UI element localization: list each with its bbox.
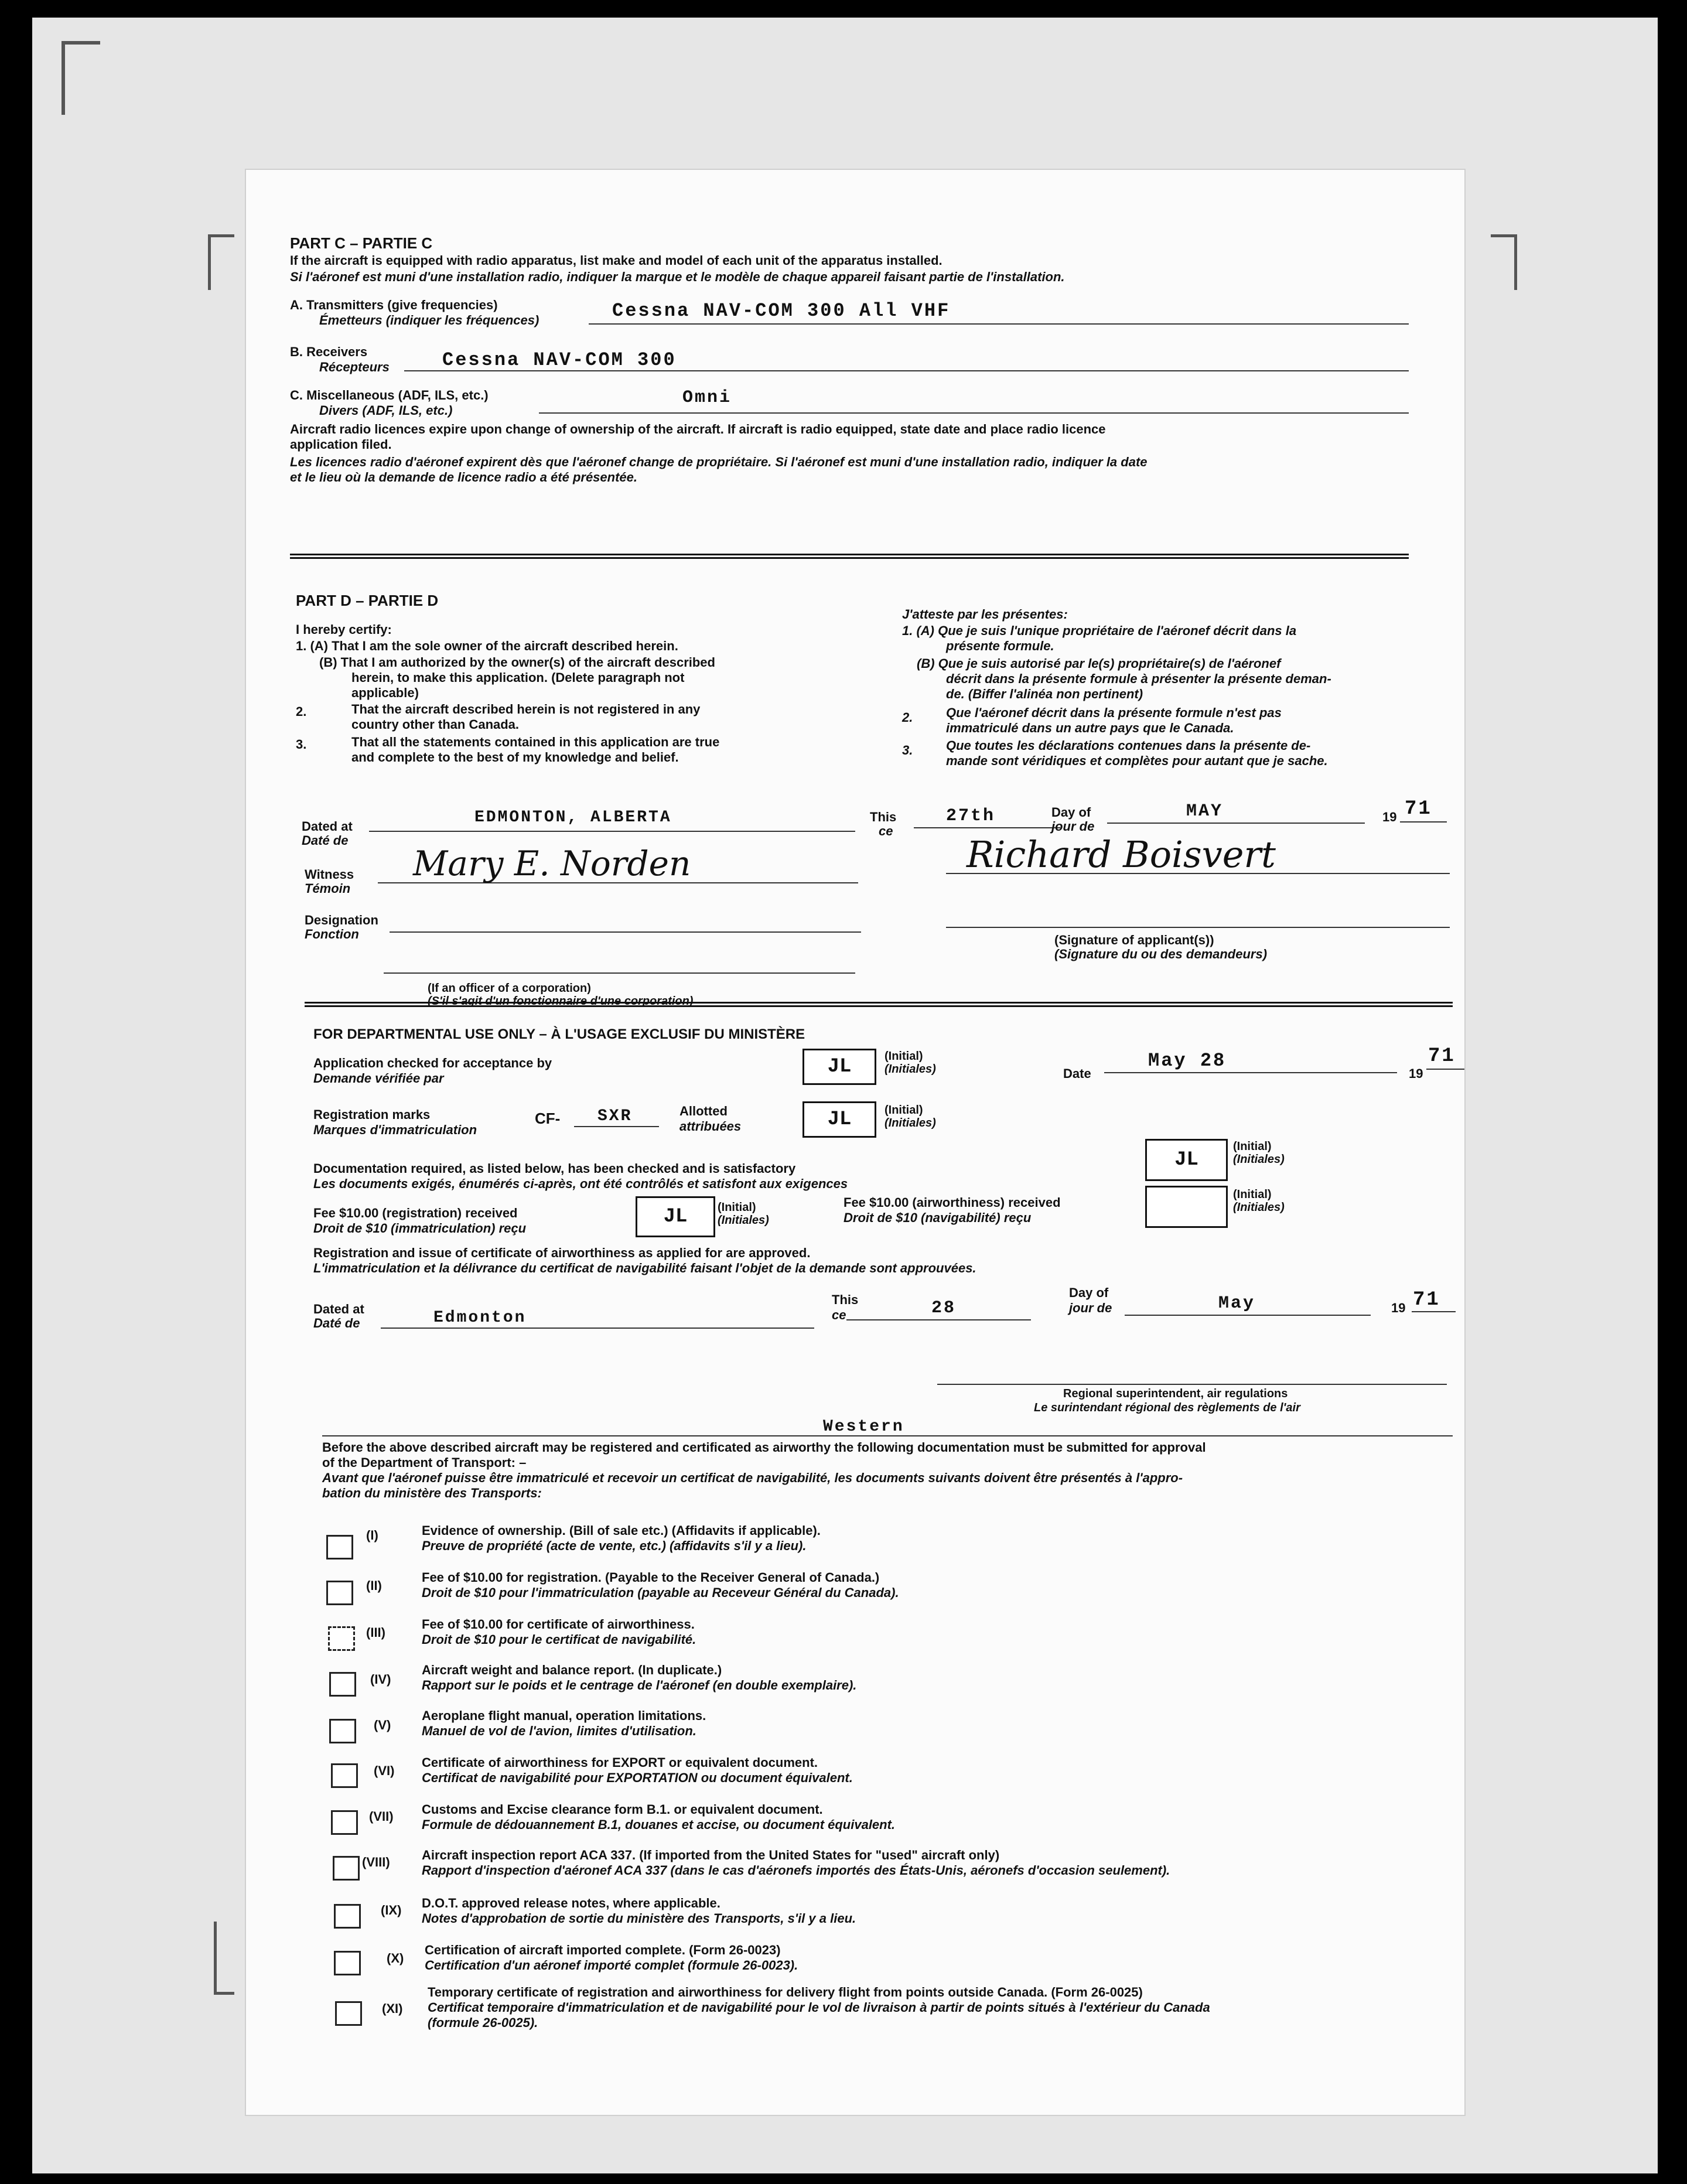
cf-prefix: CF- <box>535 1110 561 1127</box>
doc-item-fr-9: Notes d'approbation de sortie du ministère des Transports, s'il y a lieu. <box>422 1911 856 1926</box>
doc-initial-fr: (Initiales) <box>1233 1153 1285 1166</box>
fr-3-num: 3. <box>902 743 913 757</box>
doc-checkbox-11[interactable] <box>335 2001 362 2026</box>
transmitters-line <box>589 323 1409 325</box>
crop-mark-left <box>208 234 234 290</box>
designation-label-en: Designation <box>305 913 378 927</box>
dept-year-value: 71 <box>1413 1289 1440 1311</box>
date-value: May 28 <box>1148 1050 1227 1071</box>
misc-label-fr: Divers (ADF, ILS, etc.) <box>319 403 453 418</box>
doc-item-fr-7: Formule de dédouannement B.1, douanes et accise, ou document équivalent. <box>422 1817 896 1832</box>
fr-1a-1: 1. (A) Que je suis l'unique propriétaire de l'aéronef décrit dans la <box>902 623 1297 638</box>
reg-line <box>574 1126 659 1127</box>
approved-en: Registration and issue of certificate of airworthiness as applied for are approved. <box>313 1245 811 1260</box>
doc-item-en-7: Customs and Excise clearance form B.1. or equivalent document. <box>422 1802 823 1817</box>
checked-label-en: Application checked for acceptance by <box>313 1056 552 1070</box>
en-2-num: 2. <box>296 704 307 719</box>
en-1b-2: herein, to make this application. (Delete paragraph not <box>351 670 685 685</box>
regional-en: Regional superintendent, air regulations <box>1063 1387 1288 1400</box>
allotted-initial-en: (Initial) <box>885 1104 923 1117</box>
date-label: Date <box>1063 1066 1091 1081</box>
allotted-label-en: Allotted <box>679 1104 728 1118</box>
day-of-label-en: Day of <box>1051 805 1091 820</box>
dept-day-of-label-fr: jour de <box>1069 1301 1112 1315</box>
fee-air-label-en: Fee $10.00 (airworthiness) received <box>844 1195 1061 1210</box>
witness-signature: Mary E. Norden <box>413 844 691 883</box>
checked-initials-box: JL <box>802 1049 876 1085</box>
fr-2-num: 2. <box>902 710 913 725</box>
fee-air-initial-en: (Initial) <box>1233 1188 1272 1201</box>
witness-label-en: Witness <box>305 867 354 882</box>
licence-en-1: Aircraft radio licences expire upon change of ownership of the aircraft. If aircraft is radio equipped, state date and place radio licence <box>290 422 1106 436</box>
doc-item-fr-4: Rapport sur le poids et le centrage de l'aéronef (en double exemplaire). <box>422 1678 857 1692</box>
approved-fr: L'immatriculation et la délivrance du certificat de navigabilité faisant l'objet de la demande sont approuvées. <box>313 1261 976 1275</box>
this-label-en: This <box>870 810 897 824</box>
dept-this-label-fr: ce <box>832 1308 846 1322</box>
dept-year-prefix: 19 <box>1391 1301 1406 1315</box>
allotted-initials-box: JL <box>802 1101 876 1138</box>
dept-this-value: 28 <box>931 1298 957 1318</box>
licence-fr-1: Les licences radio d'aéronef expirent dès que l'aéronef change de propriétaire. Si l'aéronef est muni d'une installation radio, indiquer la date <box>290 455 1148 469</box>
dept-dated-at-label-en: Dated at <box>313 1302 364 1316</box>
part-c-intro-en: If the aircraft is equipped with radio apparatus, list make and model of each unit of the apparatus installed. <box>290 253 942 268</box>
receivers-label-en: B. Receivers <box>290 344 368 359</box>
checked-label-fr: Demande vérifiée par <box>313 1071 444 1086</box>
receivers-value: Cessna NAV-COM 300 <box>442 349 677 371</box>
fee-reg-initials-box: JL <box>636 1196 715 1237</box>
doc-required-initials-box: JL <box>1145 1139 1228 1181</box>
this-value: 27th <box>946 806 996 826</box>
dated-at-value: EDMONTON, ALBERTA <box>474 808 672 827</box>
officer-line <box>384 972 855 974</box>
doc-item-fr-3: Droit de $10 pour le certificat de navigabilité. <box>422 1632 696 1647</box>
month-value: MAY <box>1186 801 1224 821</box>
fee-reg-initial-en: (Initial) <box>718 1201 756 1214</box>
dept-month-line <box>1125 1315 1371 1316</box>
sig-caption-fr: (Signature du ou des demandeurs) <box>1054 947 1268 961</box>
dated-at-line <box>369 831 855 832</box>
doc-checkbox-6[interactable] <box>331 1763 358 1788</box>
checked-initial-fr: (Initiales) <box>885 1063 936 1076</box>
doc-item-num-4: (IV) <box>370 1672 391 1687</box>
transmitters-label-en: A. Transmitters (give frequencies) <box>290 298 498 312</box>
docs-intro-en-1: Before the above described aircraft may be registered and certificated as airworthy the following documentation must be submitted for approval <box>322 1440 1206 1455</box>
doc-checkbox-8[interactable] <box>333 1856 360 1881</box>
date-year-value: 71 <box>1428 1045 1456 1067</box>
doc-item-fr-5: Manuel de vol de l'avion, limites d'utilisation. <box>422 1724 696 1738</box>
dept-year-line <box>1412 1311 1456 1312</box>
en-3-num: 3. <box>296 737 307 752</box>
doc-item-en-9: D.O.T. approved release notes, where applicable. <box>422 1896 720 1910</box>
doc-item-en-1: Evidence of ownership. (Bill of sale etc.) (Affidavits if applicable). <box>422 1523 821 1538</box>
date-year-prefix: 19 <box>1409 1066 1423 1081</box>
dated-at-label-fr: Daté de <box>302 833 349 848</box>
doc-item-num-5: (V) <box>374 1718 391 1732</box>
year-line <box>1400 821 1447 823</box>
doc-item-num-6: (VI) <box>374 1763 395 1778</box>
crop-mark-right <box>1491 234 1517 290</box>
reg-marks-label-en: Registration marks <box>313 1107 431 1122</box>
doc-item-num-8: (VIII) <box>362 1855 390 1869</box>
docs-intro-en-2: of the Department of Transport: – <box>322 1455 527 1470</box>
this-line <box>914 827 1060 828</box>
doc-item-en-11: Temporary certificate of registration and airworthiness for delivery flight from points outside Canada. (Form 26-0025) <box>428 1985 1143 1999</box>
doc-item-num-7: (VII) <box>369 1809 394 1824</box>
doc-item-fr-11: Certificat temporaire d'immatriculation et de navigabilité pour le vol de livraison à partir de points situés à l'extérieur du Canada <box>428 2000 1210 2015</box>
dept-month-value: May <box>1218 1294 1256 1313</box>
this-label-fr: ce <box>879 824 893 838</box>
en-1a: 1. (A) That I am the sole owner of the aircraft described herein. <box>296 639 678 653</box>
day-of-label-fr: jour de <box>1051 819 1095 834</box>
transmitters-label-fr: Émetteurs (indiquer les fréquences) <box>319 313 539 327</box>
fr-1b-1: (B) Que je suis autorisé par le(s) propriétaire(s) de l'aéronef <box>917 656 1281 671</box>
doc-item-num-10: (X) <box>387 1951 404 1965</box>
receivers-label-fr: Récepteurs <box>319 360 390 374</box>
allotted-initial-fr: (Initiales) <box>885 1117 936 1129</box>
doc-checkbox-7[interactable] <box>331 1810 358 1835</box>
doc-item-fr-8: Rapport d'inspection d'aéronef ACA 337 (dans le cas d'aéronefs importés des États-Unis, aéronefs d'occasion seulement). <box>422 1863 1170 1878</box>
divider-part-d <box>290 554 1409 559</box>
doc-initial-en: (Initial) <box>1233 1140 1272 1153</box>
doc-item-num-3: (III) <box>366 1625 385 1640</box>
misc-line <box>539 412 1409 414</box>
doc-item-en-4: Aircraft weight and balance report. (In duplicate.) <box>422 1663 722 1677</box>
crop-mark-top-left <box>62 41 100 115</box>
licence-en-2: application filed. <box>290 437 392 452</box>
docs-intro-fr-1: Avant que l'aéronef puisse être immatriculé et recevoir un certificat de navigabilité, les documents suivants doivent être présentés à l'appro- <box>322 1470 1183 1485</box>
fr-1b-3: de. (Biffer l'alinéa non pertinent) <box>946 687 1143 701</box>
en-2-2: country other than Canada. <box>351 717 520 732</box>
misc-value: Omni <box>682 388 732 408</box>
designation-label-fr: Fonction <box>305 927 359 941</box>
fr-1a-2: présente formule. <box>946 639 1054 653</box>
part-c-heading: PART C – PARTIE C <box>290 234 433 252</box>
applicant-signature: Richard Boisvert <box>967 833 1276 876</box>
date-line <box>1104 1072 1397 1073</box>
fr-3-2: mande sont véridiques et complètes pour autant que je sache. <box>946 753 1328 768</box>
doc-required-en: Documentation required, as listed below, has been checked and is satisfactory <box>313 1161 796 1176</box>
part-c-intro-fr: Si l'aéronef est muni d'une installation radio, indiquer la marque et le modèle de chaque appareil faisant partie de l'installation. <box>290 269 1065 284</box>
doc-item-en-10: Certification of aircraft imported complete. (Form 26-0023) <box>425 1943 781 1957</box>
doc-checkbox-1[interactable] <box>326 1535 353 1559</box>
doc-required-fr: Les documents exigés, énumérés ci-après, ont été contrôlés et satisfont aux exigences <box>313 1176 848 1191</box>
reg-marks-label-fr: Marques d'immatriculation <box>313 1122 477 1137</box>
doc-item-en-2: Fee of $10.00 for registration. (Payable to the Receiver General of Canada.) <box>422 1570 880 1585</box>
doc-item-num-2: (II) <box>366 1578 382 1593</box>
doc-item-en-6: Certificate of airworthiness for EXPORT or equivalent document. <box>422 1755 818 1770</box>
en-2-1: That the aircraft described herein is not registered in any <box>351 702 701 716</box>
doc-item-fr-10: Certification d'un aéronef importé complet (formule 26-0023). <box>425 1958 798 1973</box>
doc-item-en-3: Fee of $10.00 for certificate of airworthiness. <box>422 1617 695 1632</box>
certify-fr: J'atteste par les présentes: <box>902 607 1068 622</box>
fr-3-1: Que toutes les déclarations contenues dans la présente de- <box>946 738 1311 753</box>
divider-dept <box>305 1002 1453 1007</box>
dept-this-line <box>846 1319 1031 1320</box>
doc-item-fr-2: Droit de $10 pour l'immatriculation (payable au Receveur Général du Canada). <box>422 1585 899 1600</box>
doc-item-fr-1: Preuve de propriété (acte de vente, etc.) (affidavits s'il y a lieu). <box>422 1538 807 1553</box>
dept-this-label-en: This <box>832 1292 859 1307</box>
dated-at-label-en: Dated at <box>302 819 353 834</box>
dept-dated-at-label-fr: Daté de <box>313 1316 360 1330</box>
doc-checkbox-4[interactable] <box>329 1672 356 1697</box>
doc-checkbox-3[interactable] <box>328 1626 355 1651</box>
fr-1b-2: décrit dans la présente formule à présenter la présente deman- <box>946 671 1331 686</box>
fee-reg-label-en: Fee $10.00 (registration) received <box>313 1206 518 1220</box>
doc-item-en-8: Aircraft inspection report ACA 337. (If imported from the United States for "used" aircraft only) <box>422 1848 1000 1862</box>
designation-line <box>390 931 861 933</box>
doc-checkbox-10[interactable] <box>334 1951 361 1975</box>
fr-2-1: Que l'aéronef décrit dans la présente formule n'est pas <box>946 705 1282 720</box>
officer-en: (If an officer of a corporation) <box>428 982 591 995</box>
doc-checkbox-2[interactable] <box>326 1581 353 1605</box>
officer-fr: (S'il s'agit d'un fonctionnaire d'une corporation) <box>428 995 694 1008</box>
en-3-2: and complete to the best of my knowledge and belief. <box>351 750 679 765</box>
misc-label-en: C. Miscellaneous (ADF, ILS, etc.) <box>290 388 489 402</box>
year-value: 71 <box>1405 798 1432 820</box>
en-1b-1: (B) That I am authorized by the owner(s) of the aircraft described <box>319 655 715 670</box>
applicant-signature-line-2 <box>946 927 1450 928</box>
part-d-heading: PART D – PARTIE D <box>296 592 439 609</box>
doc-item-en-5: Aeroplane flight manual, operation limitations. <box>422 1708 706 1723</box>
crop-mark-bottom-left <box>214 1922 234 1995</box>
doc-item-num-11: (XI) <box>382 2001 403 2016</box>
form-page <box>246 170 1464 2115</box>
fee-air-initial-fr: (Initiales) <box>1233 1201 1285 1214</box>
certify-en: I hereby certify: <box>296 622 392 637</box>
doc-item-fr-6: Certificat de navigabilité pour EXPORTATION ou document équivalent. <box>422 1770 853 1785</box>
doc-item-num-1: (I) <box>366 1528 378 1543</box>
checked-initial-en: (Initial) <box>885 1050 923 1063</box>
witness-label-fr: Témoin <box>305 881 351 896</box>
fee-air-initials-box <box>1145 1186 1228 1228</box>
fee-reg-initial-fr: (Initiales) <box>718 1214 769 1227</box>
regional-fr: Le surintendant régional des règlements de l'air <box>1034 1401 1300 1414</box>
dept-heading: FOR DEPARTMENTAL USE ONLY – À L'USAGE EXCLUSIF DU MINISTÈRE <box>313 1026 805 1042</box>
dept-day-of-label-en: Day of <box>1069 1285 1109 1300</box>
regional-signature-line <box>937 1384 1447 1385</box>
doc-checkbox-5[interactable] <box>329 1719 356 1743</box>
dept-dated-at-line <box>381 1328 814 1329</box>
fee-air-label-fr: Droit de $10 (navigabilité) reçu <box>844 1210 1032 1225</box>
docs-intro-fr-2: bation du ministère des Transports: <box>322 1486 542 1500</box>
region-value: Western <box>823 1418 904 1436</box>
fr-2-2: immatriculé dans un autre pays que le Canada. <box>946 721 1234 735</box>
doc-item-fr2-11: (formule 26-0025). <box>428 2015 538 2030</box>
doc-item-num-9: (IX) <box>381 1903 402 1917</box>
en-1b-3: applicable) <box>351 685 419 700</box>
doc-checkbox-9[interactable] <box>334 1904 361 1929</box>
reg-value: SXR <box>597 1107 633 1125</box>
allotted-label-fr: attribuées <box>679 1119 742 1134</box>
month-line <box>1107 823 1365 824</box>
transmitters-value: Cessna NAV-COM 300 All VHF <box>612 300 951 322</box>
date-year-line <box>1426 1069 1464 1070</box>
sig-caption-en: (Signature of applicant(s)) <box>1054 933 1214 947</box>
dept-dated-at-value: Edmonton <box>433 1309 527 1327</box>
en-3-1: That all the statements contained in this application are true <box>351 735 720 749</box>
year-prefix: 19 <box>1382 810 1397 824</box>
licence-fr-2: et le lieu où la demande de licence radio a été présentée. <box>290 470 638 484</box>
fee-reg-label-fr: Droit de $10 (immatriculation) reçu <box>313 1221 527 1236</box>
